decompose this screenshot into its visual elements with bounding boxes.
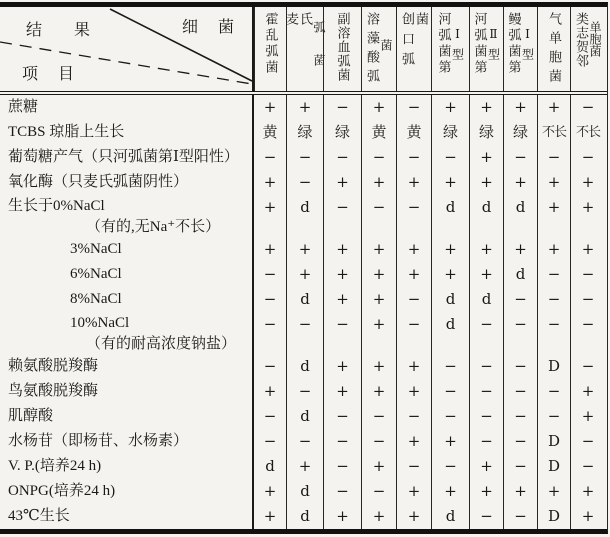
row-label-line1: 8%NaCl — [70, 291, 122, 307]
row-label-line1: V. P.(培养24 h) — [8, 458, 102, 474]
value-cell: − — [537, 262, 570, 287]
value-cell: + — [570, 379, 605, 404]
value-cell: + — [396, 262, 431, 287]
table-row — [0, 145, 607, 170]
value-cell: − — [263, 265, 277, 283]
value-cell: d — [286, 404, 323, 429]
value-cell: 不长 — [570, 120, 605, 145]
row-label-line1: 肌醇酸 — [8, 408, 54, 424]
value-cell: 黄 — [396, 120, 431, 145]
value-cell: − — [323, 479, 361, 504]
row-label — [0, 312, 254, 354]
column-header-text: 麦氏 — [284, 12, 313, 52]
bacteria-identification-table — [0, 2, 608, 534]
value-cell: − — [286, 312, 323, 354]
value-cell: − — [263, 290, 277, 308]
corner-label-result: 结 果 — [26, 22, 105, 39]
value-cell: + — [570, 237, 605, 262]
row-label — [0, 504, 254, 529]
value-cell: d — [431, 287, 469, 312]
row-label-line1: 6%NaCl — [70, 266, 122, 282]
value-cell: d — [431, 504, 469, 529]
value-cell: + — [570, 504, 605, 529]
row-label — [0, 379, 254, 404]
value-cell: − — [263, 315, 277, 333]
value-cell: + — [469, 479, 503, 504]
value-cell: − — [537, 312, 570, 354]
value-cell: D — [537, 454, 570, 479]
value-cell: + — [396, 379, 431, 404]
value-cell: 不长 — [537, 120, 570, 145]
value-cell: + — [469, 95, 503, 120]
value-cell: 绿 — [503, 120, 537, 145]
value-cell: − — [469, 379, 503, 404]
value-cell: + — [361, 379, 396, 404]
value-cell: + — [361, 312, 396, 354]
value-cell: − — [570, 429, 605, 454]
value-cell: + — [469, 170, 503, 195]
corner-label-item: 项 目 — [22, 66, 83, 83]
value-cell: − — [361, 429, 396, 454]
column-header-aeromonas — [537, 7, 570, 91]
row-label — [0, 479, 254, 504]
table-header-row — [0, 7, 607, 95]
column-header-vibrio-vulnificus — [396, 7, 431, 91]
value-cell: − — [263, 357, 277, 375]
row-label-line1: 3%NaCl — [70, 241, 122, 257]
row-label-line1: TCBS 琼脂上生长 — [8, 124, 125, 140]
row-label — [0, 237, 254, 262]
value-cell: + — [361, 262, 396, 287]
value-cell: − — [469, 504, 503, 529]
value-cell: − — [570, 354, 605, 379]
value-cell: + — [396, 479, 431, 504]
row-label — [0, 145, 254, 170]
value-cell: + — [361, 237, 396, 262]
value-cell: d — [469, 287, 503, 312]
table-row — [0, 120, 607, 145]
value-cell: + — [431, 170, 469, 195]
value-cell: − — [323, 195, 361, 237]
value-cell: − — [503, 287, 537, 312]
value-cell: + — [361, 504, 396, 529]
table-row — [0, 504, 607, 529]
value-cell: − — [469, 404, 503, 429]
column-header-text: 鳗弧菌第 — [506, 12, 522, 76]
value-cell: + — [323, 170, 361, 195]
value-cell: d — [286, 479, 323, 504]
column-header-subtext: 单胞菌 — [588, 21, 602, 57]
value-cell: + — [263, 482, 277, 500]
row-label — [0, 262, 254, 287]
value-cell: d — [431, 195, 469, 237]
table-row — [0, 262, 607, 287]
value-cell: − — [286, 145, 323, 170]
value-cell: + — [263, 98, 277, 116]
value-cell: + — [361, 170, 396, 195]
table-row — [0, 195, 607, 237]
value-cell: + — [323, 287, 361, 312]
value-cell: − — [323, 404, 361, 429]
row-label-line1: 10%NaCl — [70, 315, 130, 331]
row-label — [0, 120, 254, 145]
value-cell: − — [431, 145, 469, 170]
column-header-plesiomonas-shigelloides — [570, 7, 605, 91]
value-cell: + — [323, 504, 361, 529]
value-cell: − — [286, 379, 323, 404]
column-header-text: 溶藻酸弧 — [365, 12, 380, 88]
value-cell: d — [503, 195, 537, 237]
value-cell: − — [570, 95, 605, 120]
value-cell: + — [431, 262, 469, 287]
table-body — [0, 95, 607, 529]
column-header-text: 河弧菌第 — [472, 12, 488, 76]
value-cell: − — [263, 407, 277, 425]
column-header-subtext: Ⅰ型 — [520, 27, 535, 67]
value-cell: + — [323, 262, 361, 287]
table-row — [0, 404, 607, 429]
value-cell: + — [361, 95, 396, 120]
value-cell: d — [431, 312, 469, 354]
row-label — [0, 429, 254, 454]
value-cell: + — [263, 507, 277, 525]
value-cell: + — [263, 198, 277, 216]
value-cell: + — [570, 170, 605, 195]
value-cell: − — [503, 379, 537, 404]
column-header-subtext: 菌 — [379, 39, 393, 51]
value-cell: + — [431, 479, 469, 504]
row-label-line1: 鸟氨酸脱羧酶 — [8, 383, 99, 399]
value-cell: + — [396, 354, 431, 379]
value-cell: − — [361, 404, 396, 429]
value-cell: + — [396, 237, 431, 262]
value-cell: − — [503, 404, 537, 429]
value-cell: − — [469, 312, 503, 354]
column-header-vibrio-cholerae — [254, 7, 286, 91]
corner-label-bacteria: 细 菌 — [182, 19, 243, 36]
value-cell: − — [323, 429, 361, 454]
table-row — [0, 95, 607, 120]
value-cell: − — [323, 312, 361, 354]
value-cell: 绿 — [323, 120, 361, 145]
value-cell: − — [570, 262, 605, 287]
value-cell: + — [323, 237, 361, 262]
value-cell: + — [431, 95, 469, 120]
value-cell: − — [537, 145, 570, 170]
value-cell: − — [396, 145, 431, 170]
value-cell: + — [503, 237, 537, 262]
value-cell: − — [570, 454, 605, 479]
value-cell: − — [361, 195, 396, 237]
value-cell: D — [537, 504, 570, 529]
column-header-text: 河弧菌第 — [436, 12, 452, 76]
column-header-vibrio-metschnikovii — [284, 7, 326, 91]
value-cell: + — [537, 195, 570, 237]
row-label-line1: 氧化酶（只麦氏弧菌阴性） — [8, 174, 189, 190]
value-cell: + — [570, 479, 605, 504]
value-cell: + — [263, 240, 277, 258]
row-label-line1: 赖氨酸脱羧酶 — [8, 358, 99, 374]
column-header-vibrio-anguillarum-1 — [503, 7, 537, 91]
value-cell: − — [431, 454, 469, 479]
value-cell: + — [396, 429, 431, 454]
value-cell: − — [431, 379, 469, 404]
value-cell: + — [537, 479, 570, 504]
column-header-text: 副溶血弧菌 — [335, 12, 351, 82]
value-cell: d — [265, 457, 275, 475]
value-cell: − — [503, 429, 537, 454]
value-cell: − — [286, 429, 323, 454]
value-cell: 黄 — [361, 120, 396, 145]
value-cell: − — [503, 312, 537, 354]
value-cell: D — [537, 354, 570, 379]
value-cell: 黄 — [262, 123, 278, 141]
value-cell: + — [503, 95, 537, 120]
value-cell: − — [396, 287, 431, 312]
value-cell: + — [286, 95, 323, 120]
value-cell: + — [469, 237, 503, 262]
row-label — [0, 404, 254, 429]
value-cell: + — [361, 287, 396, 312]
table-row — [0, 379, 607, 404]
value-cell: − — [396, 195, 431, 237]
value-cell: 绿 — [469, 120, 503, 145]
row-label-line1: 葡萄糖产气（只河弧菌第Ⅰ型阳性） — [8, 149, 239, 165]
value-cell: + — [570, 195, 605, 237]
value-cell: + — [361, 354, 396, 379]
value-cell: − — [361, 479, 396, 504]
value-cell: − — [503, 504, 537, 529]
row-label — [0, 287, 254, 312]
value-cell: − — [431, 404, 469, 429]
table-row — [0, 354, 607, 379]
row-label-line2: （有的,无Na⁺不长） — [86, 219, 221, 235]
value-cell: − — [570, 312, 605, 354]
column-header-vibrio-parahaemolyticus — [323, 7, 361, 91]
table-row — [0, 454, 607, 479]
value-cell: − — [570, 145, 605, 170]
value-cell: + — [286, 262, 323, 287]
value-cell: + — [286, 454, 323, 479]
value-cell: + — [323, 354, 361, 379]
diagonal-corner-header — [0, 7, 254, 91]
column-header-subtext: Ⅱ型 — [486, 27, 501, 67]
value-cell: d — [286, 504, 323, 529]
value-cell: + — [431, 429, 469, 454]
table-row — [0, 479, 607, 504]
column-header-vibrio-fluvialis-1 — [431, 7, 469, 91]
value-cell: + — [503, 170, 537, 195]
value-cell: + — [503, 479, 537, 504]
value-cell: D — [537, 429, 570, 454]
row-label-line1: 43℃生长 — [8, 508, 70, 524]
value-cell: + — [537, 170, 570, 195]
value-cell: − — [361, 145, 396, 170]
value-cell: d — [286, 287, 323, 312]
column-header-text: 霍乱弧菌 — [263, 12, 279, 76]
value-cell: + — [537, 237, 570, 262]
value-cell: 绿 — [431, 120, 469, 145]
value-cell: − — [323, 95, 361, 120]
row-label — [0, 195, 254, 237]
value-cell: − — [503, 454, 537, 479]
value-cell: − — [396, 95, 431, 120]
table-row — [0, 312, 607, 354]
value-cell: d — [469, 195, 503, 237]
value-cell: + — [469, 262, 503, 287]
value-cell: − — [503, 145, 537, 170]
row-label — [0, 95, 254, 120]
value-cell: − — [263, 432, 277, 450]
value-cell: + — [286, 237, 323, 262]
value-cell: + — [570, 404, 605, 429]
column-header-text: 创口弧菌 — [400, 12, 429, 72]
value-cell: − — [469, 429, 503, 454]
value-cell: + — [469, 454, 503, 479]
value-cell: + — [431, 237, 469, 262]
value-cell: − — [431, 354, 469, 379]
value-cell: − — [469, 354, 503, 379]
value-cell: − — [323, 454, 361, 479]
table-row — [0, 170, 607, 195]
table-row — [0, 429, 607, 454]
value-cell: + — [396, 170, 431, 195]
row-label-line1: 生长于0%NaCl — [8, 198, 105, 214]
value-cell: − — [537, 379, 570, 404]
value-cell: − — [396, 404, 431, 429]
column-header-vibrio-fluvialis-2 — [469, 7, 503, 91]
value-cell: + — [263, 382, 277, 400]
value-cell: + — [361, 454, 396, 479]
value-cell: 绿 — [286, 120, 323, 145]
column-header-subtext: 弧菌 — [312, 21, 326, 87]
value-cell: + — [469, 145, 503, 170]
column-header-subtext: Ⅰ型 — [450, 27, 465, 67]
value-cell: + — [263, 173, 277, 191]
row-label-line1: 水杨苷（即杨苷、水杨素） — [8, 433, 189, 449]
column-header-text: 类志贺邻 — [574, 12, 589, 68]
value-cell: d — [286, 354, 323, 379]
value-cell: + — [537, 95, 570, 120]
value-cell: − — [323, 145, 361, 170]
value-cell: + — [323, 379, 361, 404]
row-label-line1: ONPG(培养24 h) — [8, 483, 116, 499]
row-label — [0, 170, 254, 195]
value-cell: − — [396, 454, 431, 479]
value-cell: − — [537, 404, 570, 429]
row-label-line2: （有的耐高浓度钠盐） — [86, 336, 237, 352]
table-row — [0, 287, 607, 312]
value-cell: − — [286, 170, 323, 195]
value-cell: − — [570, 287, 605, 312]
value-cell: − — [396, 312, 431, 354]
column-header-text: 气单胞菌 — [547, 12, 562, 88]
value-cell: d — [286, 195, 323, 237]
column-header-vibrio-alginolyticus — [361, 7, 396, 91]
row-label — [0, 454, 254, 479]
row-label-line1: 蔗糖 — [8, 99, 39, 115]
value-cell: d — [503, 262, 537, 287]
value-cell: − — [263, 148, 277, 166]
table-row — [0, 237, 607, 262]
row-label — [0, 354, 254, 379]
value-cell: + — [396, 504, 431, 529]
value-cell: − — [503, 354, 537, 379]
value-cell: − — [537, 287, 570, 312]
